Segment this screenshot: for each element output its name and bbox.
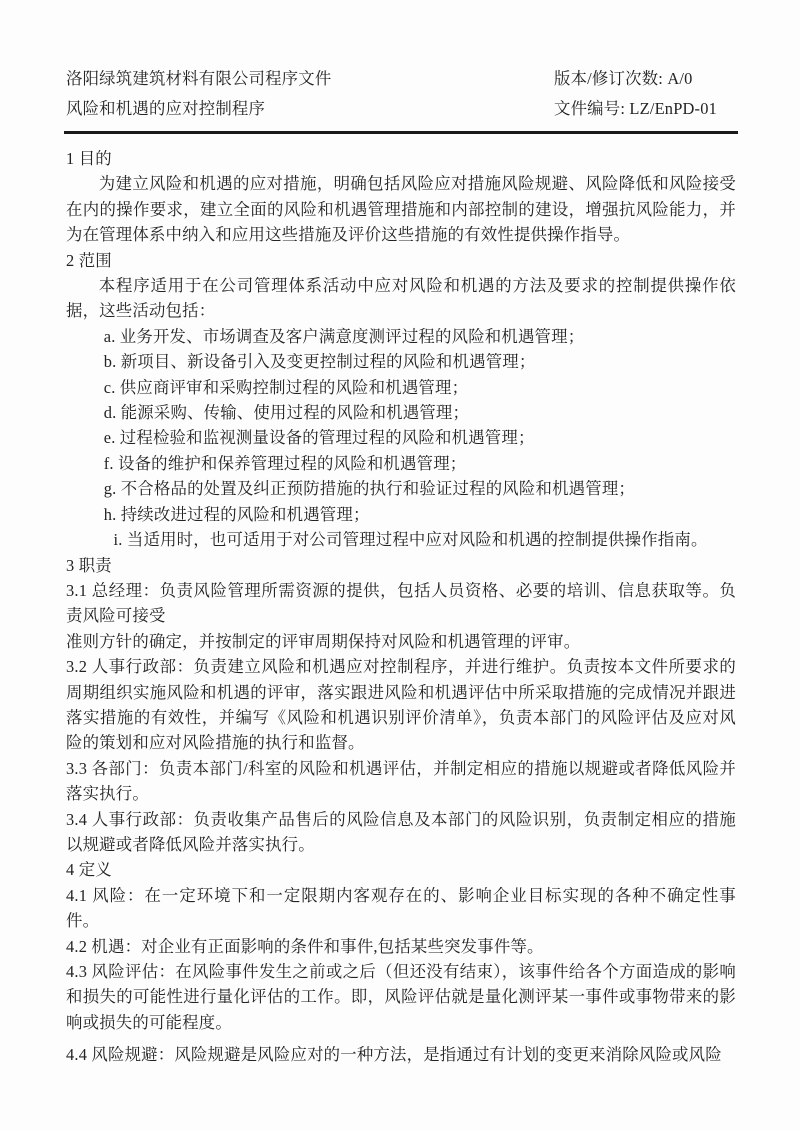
paragraph: 3.3 各部门：负责本部门/科室的风险和机遇评估，并制定相应的措施以规避或者降低风险并落实执行。 (66, 758, 736, 804)
section-heading: 3 职责 (66, 555, 112, 575)
document-header (66, 64, 736, 124)
header-right-block (554, 64, 736, 124)
paragraph: 为建立风险和机遇的应对措施，明确包括风险应对措施风险规避、风险降低和风险接受在内的操作要求，建立全面的风险和机遇管理措施和内部控制的建设，增强抗风险能力，并为在管理体系中纳入和应用这些措施及评价这些措施的有效性提供操作指导。 (66, 174, 736, 245)
paragraph: 本程序适用于在公司管理体系活动中应对风险和机遇的方法及要求的控制提供操作依据，这些活动包括： (66, 276, 736, 321)
header-left-block (66, 64, 331, 124)
header-divider (64, 131, 738, 134)
paragraph: 4.2 机遇：对企业有正面影响的条件和事件,包括某些突发事件等。 (66, 936, 544, 956)
document-body (66, 146, 736, 1068)
list-item: b. 新项目、新设备引入及变更控制过程的风险和机遇管理； (103, 352, 536, 372)
list-item: c. 供应商评审和采购控制过程的风险和机遇管理； (103, 377, 469, 397)
list-item: g. 不合格品的处置及纠正预防措施的执行和验证过程的风险和机遇管理； (103, 479, 636, 499)
paragraph: 4.1 风险：在一定环境下和一定限期内客观存在的、影响企业目标实现的各种不确定性事件。 (66, 885, 736, 931)
list-item: d. 能源采购、传输、使用过程的风险和机遇管理； (103, 403, 470, 423)
list-item: f. 设备的维护和保养管理过程的风险和机遇管理； (103, 453, 467, 473)
list-item: h. 持续改进过程的风险和机遇管理； (103, 504, 370, 524)
paragraph: 3.4 人事行政部：负责收集产品售后的风险信息及本部门的风险识别，负责制定相应的措施以规避或者降低风险并落实执行。 (66, 809, 736, 854)
section-heading: 1 目的 (66, 149, 112, 168)
version-revision-line: 版本/修订次数: A/0 (554, 69, 693, 88)
section-heading: 4 定义 (66, 860, 112, 880)
list-item: a. 业务开发、市场调查及客户满意度测评过程的风险和机遇管理； (103, 326, 585, 346)
paragraph: 准则方针的确定，并按制定的评审周期保持对风险和机遇管理的评审。 (66, 631, 581, 651)
document-number-line: 文件编号: LZ/EnPD-01 (554, 99, 718, 118)
company-name: 洛阳绿筑建筑材料有限公司程序文件 (66, 69, 332, 88)
paragraph: 3.2 人事行政部：负责建立风险和机遇应对控制程序，并进行维护。负责按本文件所要求的周期组织实施风险和机遇的评审，落实跟进风险和机遇评估中所采取措施的完成情况并跟进落实措施的有效性，并编写《风险和机遇识别评价清单》，负责本部门的风险评估及应对风险的策划和应对风险措施的执行和监督。 (66, 657, 736, 753)
paragraph: 4.3 风险评估：在风险事件发生之前或之后（但还没有结束），该事件给各个方面造成的影响和损失的可能性进行量化评估的工作。即，风险评估就是量化测评某一事件或事物带来的影响或损失的可能程度。 (66, 962, 736, 1032)
list-item: e. 过程检验和监视测量设备的管理过程的风险和机遇管理； (103, 428, 535, 448)
section-heading: 2 范围 (66, 250, 112, 270)
paragraph: 4.4 风险规避：风险规避是风险应对的一种方法，是指通过有计划的变更来消除风险或风险 (66, 1045, 722, 1065)
paragraph: 3.1 总经理：负责风险管理所需资源的提供，包括人员资格、必要的培训、信息获取等。负责风险可接受 (66, 580, 736, 626)
document-title: 风险和机遇的应对控制程序 (66, 99, 266, 118)
list-item: i. 当适用时，也可适用于对公司管理过程中应对风险和机遇的控制提供操作指南。 (113, 530, 708, 550)
